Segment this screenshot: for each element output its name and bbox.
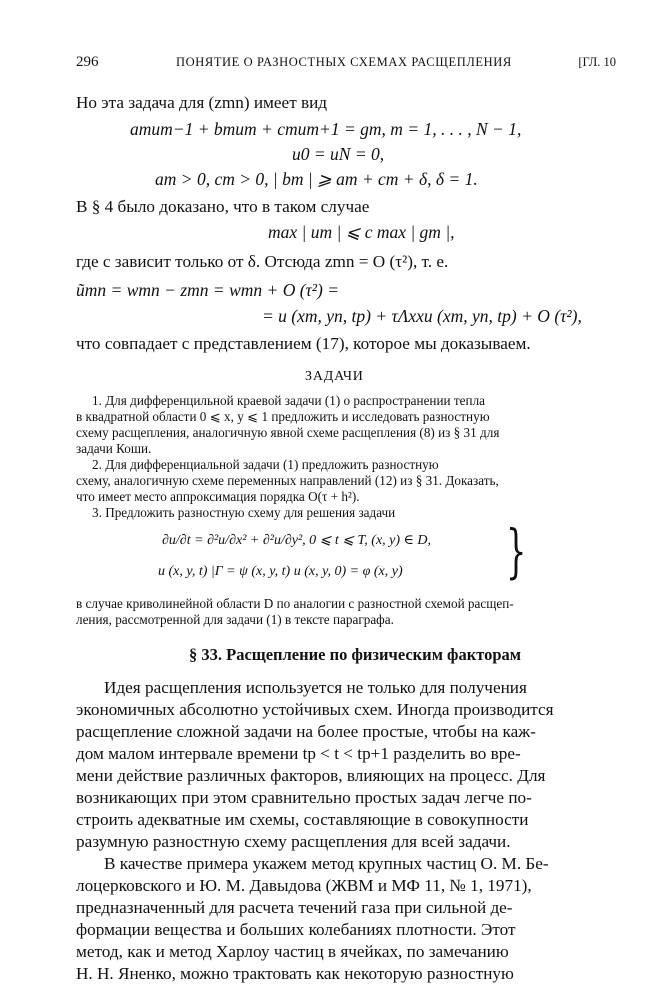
equation-conditions: am > 0, cm > 0, | bm | ⩾ am + cm + δ, δ = 1. — [155, 169, 478, 189]
problem-3-text: в случае криволинейной области D по аналогии с разностной схемой расщеп- — [76, 596, 514, 611]
paragraph-line: метод, как и метод Харлоу частиц в ячейках, по замечанию — [76, 942, 509, 961]
equation-tridiagonal: amum−1 + bmum + cmum+1 = gm, m = 1, . . . , N − 1, — [130, 119, 522, 139]
page-number: 296 — [76, 54, 99, 70]
problem-3-heat-equation: ∂u/∂t = ∂²u/∂x² + ∂²u/∂y², 0 ⩽ t ⩽ T, (x, y) ∈ D, — [162, 533, 432, 548]
problem-1-line: в квадратной области 0 ⩽ x, y ⩽ 1 предложить и исследовать разностную — [76, 409, 490, 424]
paragraph-line: возникающих при этом сравнительно простых задач легче по- — [76, 788, 532, 807]
text-c-depends: где c зависит только от δ. Отсюда zmn = O (τ²), т. е. — [76, 252, 449, 271]
problem-2-line: схему, аналогичную схеме переменных направлений (12) из § 31. Доказать, — [76, 473, 499, 488]
paragraph-line: В качестве примера укажем метод крупных частиц О. М. Бе- — [104, 854, 549, 873]
problem-3-boundary-conditions: u (x, y, t) |Γ = ψ (x, y, t) u (x, y, 0) = φ (x, y) — [158, 564, 403, 579]
paragraph-line: расщепление сложной задачи на более простые, чтобы на каж- — [76, 722, 536, 741]
paragraph-line: Идея расщепления используется не только для получения — [104, 678, 527, 697]
paragraph-line: дом малом интервале времени tp < t < tp+1 разделить во вре- — [76, 744, 521, 763]
chapter-label: [ГЛ. 10 — [578, 55, 616, 69]
paragraph-line: Н. Н. Яненко, можно трактовать как некоторую разностную — [76, 964, 514, 983]
equation-u-expansion: = u (xm, yn, tp) + τΛxxu (xm, yn, tp) + O (τ²), — [262, 306, 582, 326]
running-title: ПОНЯТИЕ О РАЗНОСТНЫХ СХЕМАХ РАСЩЕПЛЕНИЯ — [176, 55, 512, 69]
problem-2-line: 2. Для дифференциальной задачи (1) предложить разностную — [92, 457, 439, 472]
equation-u-tilde: ũmn = wmn − zmn = wmn + O (τ²) = — [76, 280, 340, 300]
section-title: § 33. Расщепление по физическим факторам — [189, 645, 522, 664]
text-section4: В § 4 было доказано, что в таком случае — [76, 197, 370, 216]
text-coincides: что совпадает с представлением (17), которое мы доказываем. — [76, 334, 531, 353]
paragraph-line: строить адекватные им схемы, составляющие в совокупности — [76, 810, 529, 829]
equation-boundary: u0 = uN = 0, — [292, 144, 385, 164]
problem-1-line: схему расщепления, аналогичную явной схеме расщепления (8) из § 31 для — [76, 425, 500, 440]
paragraph-line: экономичных абсолютно устойчивых схем. Иногда производится — [76, 700, 554, 719]
paragraph-line: лоцерковского и Ю. М. Давыдова (ЖВМ и МФ 11, № 1, 1971), — [76, 876, 532, 895]
right-brace: } — [506, 517, 527, 585]
paragraph-line: разумную разностную схему расщепления для всей задачи. — [76, 832, 511, 851]
problem-3-text: ления, рассмотренной для задачи (1) в тексте параграфа. — [76, 612, 394, 627]
paragraph-line: формации вещества и больших колебаниях плотности. Этот — [76, 920, 516, 939]
problem-1-line: 1. Для дифференцильной краевой задачи (1) о распространении тепла — [92, 393, 486, 408]
problem-3-line: 3. Предложить разностную схему для решения задачи — [92, 505, 396, 520]
equation-max-estimate: max | um | ⩽ c max | gm |, — [268, 222, 455, 242]
problem-1-line: задачи Коши. — [76, 441, 152, 456]
problem-2-line: что имеет место аппроксимация порядка O(τ + h²). — [76, 489, 360, 504]
intro-text: Но эта задача для (zmn) имеет вид — [76, 93, 328, 112]
paragraph-line: предназначенный для расчета течений газа при сильной де- — [76, 898, 513, 917]
problems-heading: ЗАДАЧИ — [305, 369, 364, 384]
page-header — [76, 54, 616, 74]
paragraph-line: мени действие различных факторов, влияющих на процесс. Для — [76, 766, 546, 785]
